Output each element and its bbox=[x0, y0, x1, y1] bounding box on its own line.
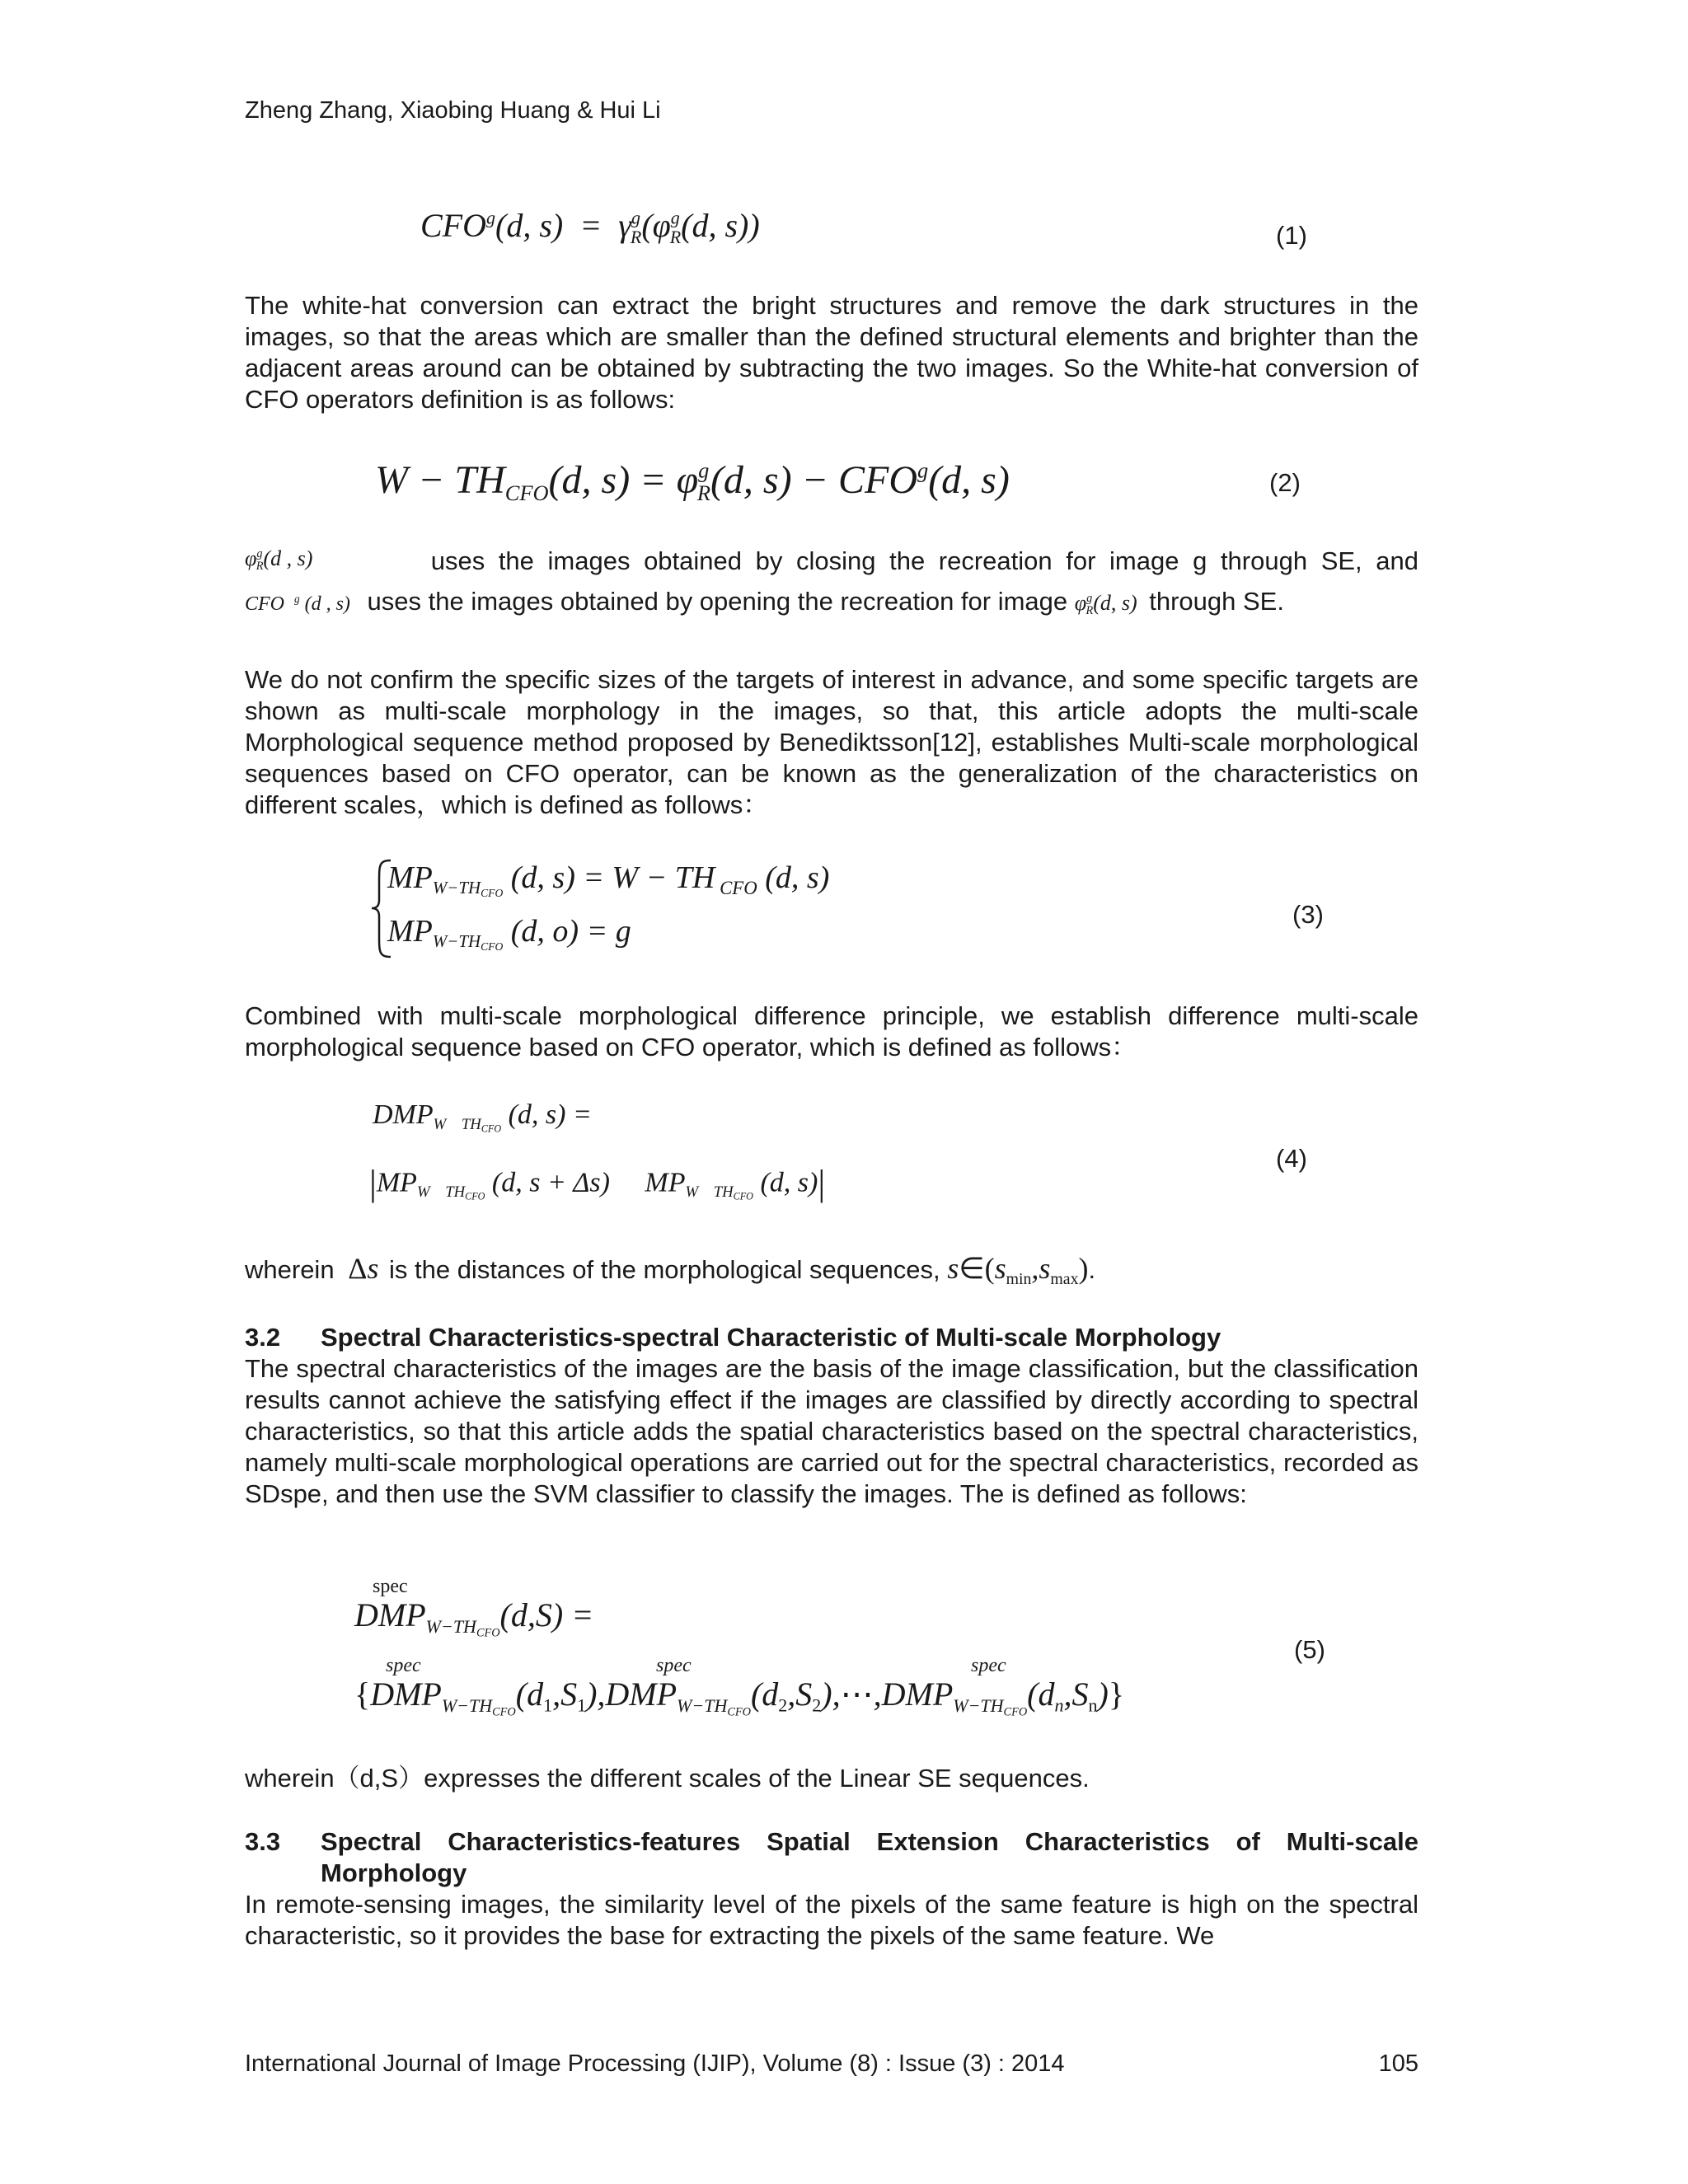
running-header-authors: Zheng Zhang, Xiaobing Huang & Hui Li bbox=[245, 97, 661, 124]
text-distances: is the distances of the morphological sequences, bbox=[388, 1255, 940, 1284]
paragraph-spectral: The spectral characteristics of the images are the basis of the image classification, but the classification results cannot achieve the satisfying effect if the images are classified by directly according to spectral characteristics, so that this article adds the spatial characteristics based on the spectral characteristics, namely multi-scale morphological operations are carried out for the spectral characteristics, recorded as SDspe, and then use the SVM classifier to classify the images. The is defined as follows: bbox=[245, 1354, 1418, 1508]
inline-math-phi: $\varphi^g_R(d$ , s) bbox=[245, 546, 313, 573]
equation-1: CFO$^g$(d, $s) = \gamma^g_R(\varphi^g_R(d$, s)) bbox=[420, 207, 760, 247]
section-heading-3-2 bbox=[245, 1322, 1221, 1353]
equation-number-2: (2) bbox=[1269, 468, 1301, 497]
equation-2: $W - TH_{CFO}(d$, $s) = \varphi^g_R(d$, $s) - CFO^g(d$, s) bbox=[375, 457, 1010, 506]
text-opening: uses the images obtained by opening the recreation for image bbox=[367, 587, 1068, 616]
paragraph-multiscale: We do not confirm the specific sizes of the targets of interest in advance, and some specific targets are shown as multi-scale morphology in the images, so that, this article adopts the multi-scale Morphological sequence method proposed by Benediktsson[12], establishes Multi-scale morphological sequences based on CFO operator, can be known as the generalization of the characteristics on different scales，which is defined as follows： bbox=[245, 665, 1418, 819]
inline-math-s-range: $s\in(s_{min},s_{max})$ bbox=[947, 1252, 1089, 1288]
paragraph-opening-line bbox=[245, 587, 1418, 618]
text-closing: uses the images obtained by closing the recreation for image g through SE, and bbox=[430, 546, 1418, 575]
text-period: . bbox=[1088, 1255, 1096, 1284]
paragraph-difference: Combined with multi-scale morphological difference principle, we establish difference multi-scale morphological sequence based on CFO operator, which is defined as follows： bbox=[245, 1001, 1418, 1062]
equation-3-row-2: $MP_{W-THCFO}$ (d, o) = g bbox=[387, 914, 631, 954]
equation-3-row-1: $MP_{W-THCFO}$ (d, s) = W − TH $_{CFO}$ (d, s) bbox=[387, 860, 830, 900]
equation-5-spec-label-3: spec bbox=[656, 1655, 692, 1676]
section-title-3-3-line-2: Morphology bbox=[321, 1858, 467, 1887]
footer-page-number: 105 bbox=[1378, 2050, 1418, 2077]
section-heading-3-3 bbox=[245, 1826, 1418, 1889]
inline-math-cfo: CFO $^g$ (d , s) bbox=[245, 592, 350, 615]
paragraph-closing-line bbox=[245, 546, 1418, 576]
paragraph-white-hat: The white-hat conversion can extract the bright structures and remove the dark structures in the images, so that the areas which are smaller than the defined structural elements and brighter than the adjacent areas around can be obtained by subtracting the two images. So the White-hat conversion of CFO operators definition is as follows: bbox=[245, 291, 1418, 414]
section-number-3-3: 3.3 bbox=[245, 1827, 281, 1856]
paragraph-wherein-delta bbox=[245, 1251, 1418, 1289]
section-number-3-2: 3.2 bbox=[245, 1323, 281, 1352]
equation-number-1: (1) bbox=[1276, 221, 1307, 250]
text-wherein: wherein bbox=[245, 1255, 335, 1284]
text-through-se: through SE. bbox=[1149, 587, 1284, 616]
equation-5-spec-label-1: spec bbox=[373, 1576, 408, 1597]
equation-number-4: (4) bbox=[1276, 1144, 1307, 1173]
equation-5-row-1: $DMP_{W-THCFO}(d,S)$ = bbox=[354, 1596, 594, 1639]
paragraph-remote-sensing: In remote-sensing images, the similarity level of the pixels of the same feature is high on the spectral characteristic, so it provides the base for extracting the pixels of the same feature. We bbox=[245, 1890, 1418, 1950]
paragraph-wherein-scales: wherein（d,S）expresses the different scales of the Linear SE sequences. bbox=[245, 1764, 1090, 1793]
equation-4-row-1: $DMP_{W THCFO}$ (d, s) = bbox=[373, 1099, 592, 1135]
inline-math-delta-s: Δs bbox=[348, 1252, 379, 1285]
footer-journal: International Journal of Image Processing (IJIP), Volume (8) : Issue (3) : 2014 bbox=[245, 2050, 1065, 2077]
equation-number-3: (3) bbox=[1292, 900, 1324, 929]
equation-number-5: (5) bbox=[1294, 1635, 1325, 1664]
equation-4-row-2: $|MP_{W THCFO}$ (d, s + Δs) $MP_{W THCFO}$ (d, s)| bbox=[369, 1163, 826, 1203]
section-title-3-2: Spectral Characteristics-spectral Characteristic of Multi-scale Morphology bbox=[321, 1323, 1221, 1352]
equation-5-spec-label-2: spec bbox=[386, 1655, 421, 1676]
section-title-3-3-line-1: Spectral Characteristics-features Spatial Extension Characteristics of Multi-scale bbox=[321, 1827, 1418, 1856]
inline-math-phi-2: $\varphi^g_R(d$, s) bbox=[1074, 591, 1137, 617]
equation-5-spec-label-4: spec bbox=[971, 1655, 1006, 1676]
equation-5-row-2: $\{DMP_{W-THCFO}(d_1,S_1),DMP_{W-THCFO}(d_2,S_2),\cdots,DMP_{W-THCFO}(d_n,S_n)\}$ bbox=[354, 1675, 1125, 1718]
